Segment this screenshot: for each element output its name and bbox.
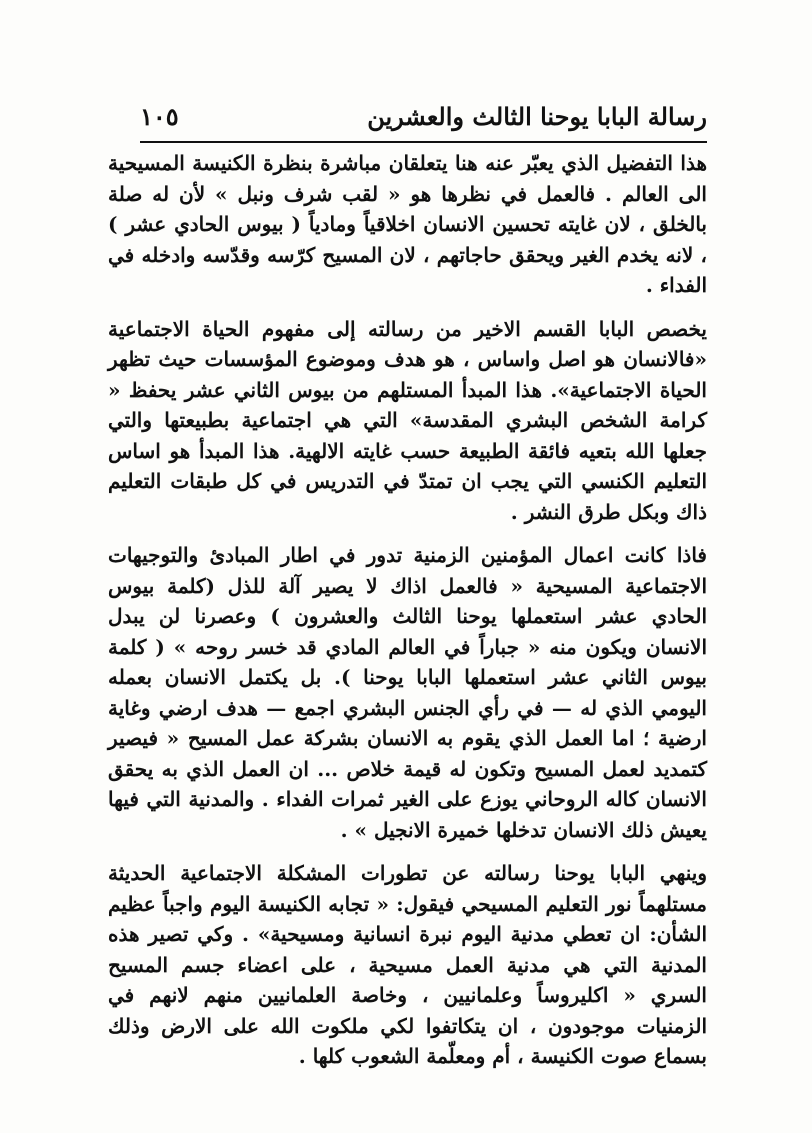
page-number: ١٠٥ <box>140 102 179 131</box>
body-text <box>108 148 707 1072</box>
page-header <box>140 100 707 140</box>
paragraph: هذا التفضيل الذي يعبّر عنه هنا يتعلقان مباشرة بنظرة الكنيسة المسيحية الى العالم . فالعمل في نظرها هو « لقب شرف ونبل » لأن له صلة بالخلق ، لان غايته تحسين الانسان اخلاقياً ومادياً ( بيوس الحادي عشر ) ، لانه يخدم الغير ويحقق حاجاتهم ، لان المسيح كرّسه وقدّسه وادخله في الفداء . <box>108 151 707 297</box>
running-title: رسالة البابا يوحنا الثالث والعشرين <box>367 102 707 131</box>
paragraph: فاذا كانت اعمال المؤمنين الزمنية تدور في اطار المبادئ والتوجيهات الاجتماعية المسيحية « فالعمل اذاك لا يصير آلة للذل (كلمة بيوس الحادي عشر استعملها يوحنا الثالث والعشرون ) وعصرنا لن يبدل الانسان ويكون منه « جباراً في العالم المادي قد خسر روحه » ( كلمة بيوس الثاني عشر استعملها البابا يوحنا ). بل يكتمل الانسان بعمله اليومي الذي له — في رأي الجنس البشري اجمع — هدف ارضي وغاية ارضية ؛ اما العمل الذي يقوم به الانسان بشركة عمل المسيح « فيصير كتمديد لعمل المسيح وتكون له قيمة خلاص ... ان العمل الذي به يحقق الانسان كاله الروحاني يوزع على الغير ثمرات الفداء . والمدنية التي فيها يعيش ذلك الانسان تدخلها خميرة الانجيل » . <box>108 543 707 842</box>
header-rule <box>140 141 707 143</box>
paragraph: يخصص البابا القسم الاخير من رسالته إلى مفهوم الحياة الاجتماعية «فالانسان هو اصل واساس ، هو هدف وموضوع المؤسسات حيث تظهر الحياة الاجتماعية». هذا المبدأ المستلهم من بيوس الثاني عشر يحفظ « كرامة الشخص البشري المقدسة» التي هي اجتماعية بطبيعتها والتي جعلها الله بتعيه فائقة الطبيعة حسب غايته الالهية. هذا المبدأ هو اساس التعليم الكنسي التي يجب ان تمتدّ في التدريس في كل طبقات التعليم ذاك وبكل طرق النشر . <box>108 316 707 524</box>
paragraph: وينهي البابا يوحنا رسالته عن تطورات المشكلة الاجتماعية الحديثة مستلهماً نور التعليم المسيحي فيقول: « تجابه الكنيسة اليوم واجباً عظيم الشأن: ان تعطي مدنية اليوم نبرة انسانية ومسيحية» . وكي تصير هذه المدنية التي هي مدنية العمل مسيحية ، على اعضاء جسم المسيح السري « اكليروساً وعلمانيين ، وخاصة العلمانيين منهم لانهم في الزمنيات موجودون ، ان يتكاتفوا لكي ملكوت الله على الارض وذلك بسماع صوت الكنيسة ، أم ومعلّمة الشعوب كلها . <box>108 861 707 1068</box>
